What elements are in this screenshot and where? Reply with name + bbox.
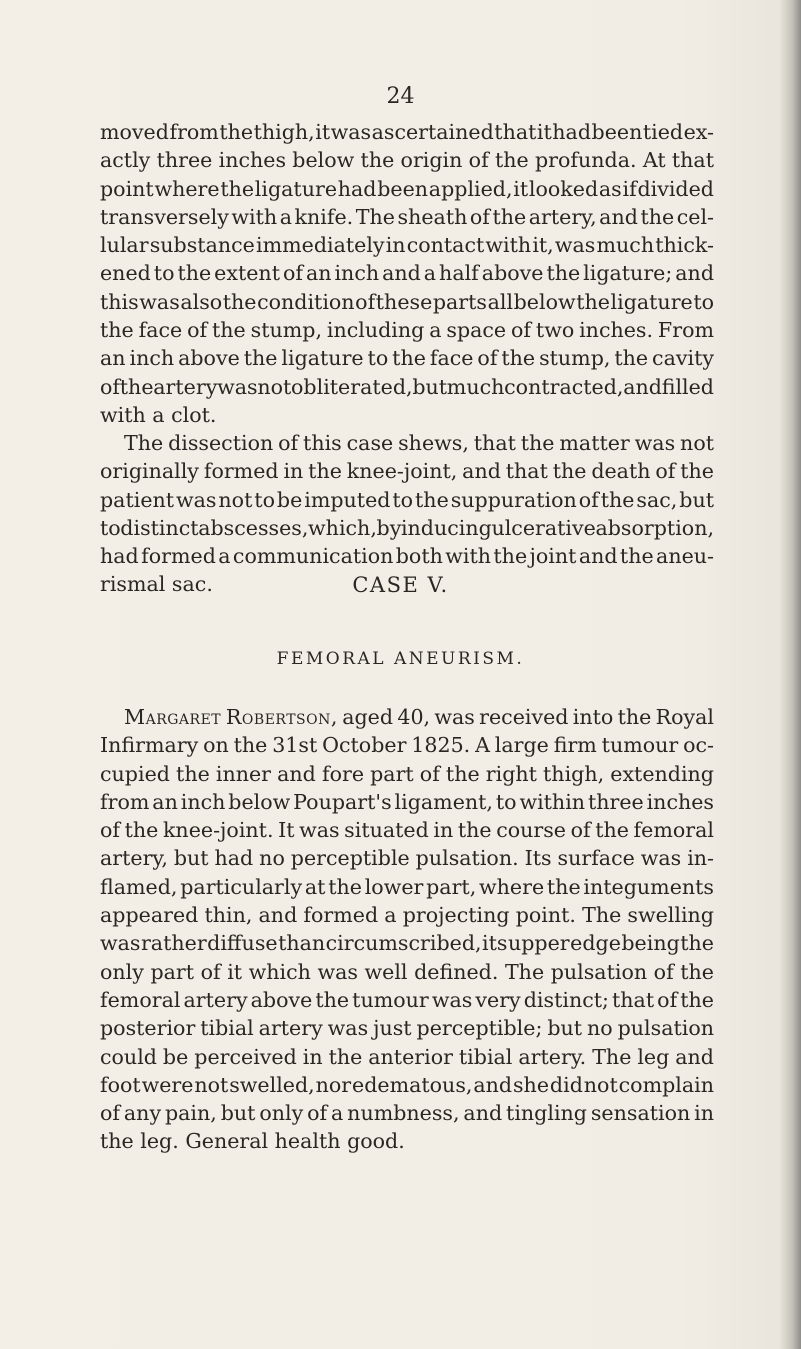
- text-line: the leg. General health good.: [100, 1129, 405, 1154]
- text-line: ened to the extent of an inch and a half above the ligature; and: [100, 261, 714, 286]
- paragraph-autopsy-findings: [100, 118, 714, 429]
- text-line: The dissection of this case shews, that the matter was not: [124, 431, 714, 455]
- text-line: foot were not swelled, nor edematous, and she did not complain: [100, 1072, 714, 1097]
- text-line: rismal sac.: [100, 572, 213, 597]
- text-line: flamed, particularly at the lower part, where the integuments: [100, 874, 714, 899]
- text-line: femoral artery above the tumour was very distinct; that of the: [100, 987, 714, 1012]
- text-line: from an inch below Poupart's ligament, to within three inches: [100, 789, 714, 814]
- text-line: patient was not to be imputed to the suppuration of the sac, but: [100, 487, 714, 512]
- case-subheading: FEMORAL ANEURISM.: [276, 649, 525, 669]
- text-line: of the knee-joint. It was situated in the course of the femoral: [100, 818, 714, 843]
- text-line: moved from the thigh, it was ascertained that it had been tied ex-: [100, 120, 714, 144]
- text-line: with a clot.: [100, 402, 217, 427]
- text-line: Infirmary on the 31st October 1825. A large firm tumour oc-: [100, 733, 714, 758]
- text-line: this was also the condition of these parts all below the ligature to: [100, 289, 714, 314]
- text-line: of any pain, but only of a numbness, and tingling sensation in: [100, 1101, 714, 1126]
- text-line: appeared thin, and formed a projecting point. The swelling: [100, 903, 714, 928]
- text-line: had formed a communication both with the joint and the aneu-: [100, 544, 714, 569]
- text-line-first: [100, 703, 714, 731]
- text-line: only part of it which was well defined. The pulsation of the: [100, 959, 714, 984]
- text-line: lular substance immediately in contact with it, was much thick-: [100, 233, 714, 258]
- text-line: an inch above the ligature to the face of the stump, the cavity: [100, 346, 714, 371]
- text-line: to distinct abscesses, which, by inducing ulcerative absorption,: [100, 515, 714, 540]
- text-line: actly three inches below the origin of the profunda. At that: [100, 148, 714, 173]
- page-number: 24: [386, 84, 415, 109]
- text-line: posterior tibial artery was just perceptible; but no pulsation: [100, 1016, 714, 1041]
- case-heading: CASE V.: [352, 573, 449, 597]
- text-line: could be perceived in the anterior tibial artery. The leg and: [100, 1044, 714, 1069]
- text-line-first-rest: aged 40, was received into the Royal: [342, 705, 715, 729]
- text-line: originally formed in the knee-joint, and that the death of the: [100, 459, 714, 484]
- paragraph-case-description: [100, 703, 714, 1156]
- text-line: artery, but had no perceptible pulsation. Its surface was in-: [100, 846, 714, 871]
- text-line: point where the ligature had been applied, it looked as if divided: [100, 176, 714, 201]
- patient-name: Margaret Robertson,: [124, 705, 338, 729]
- text-line: cupied the inner and fore part of the right thigh, extending: [100, 761, 714, 786]
- text-line: transversely with a knife. The sheath of the artery, and the cel-: [100, 204, 714, 229]
- text-line: was rather diffuse than circumscribed, its upper edge being the: [100, 931, 714, 956]
- page-edge-shadow: [779, 0, 801, 1349]
- text-line: of the artery was not obliterated, but much contracted, and filled: [100, 374, 714, 399]
- text-line: the face of the stump, including a space of two inches. From: [100, 318, 714, 343]
